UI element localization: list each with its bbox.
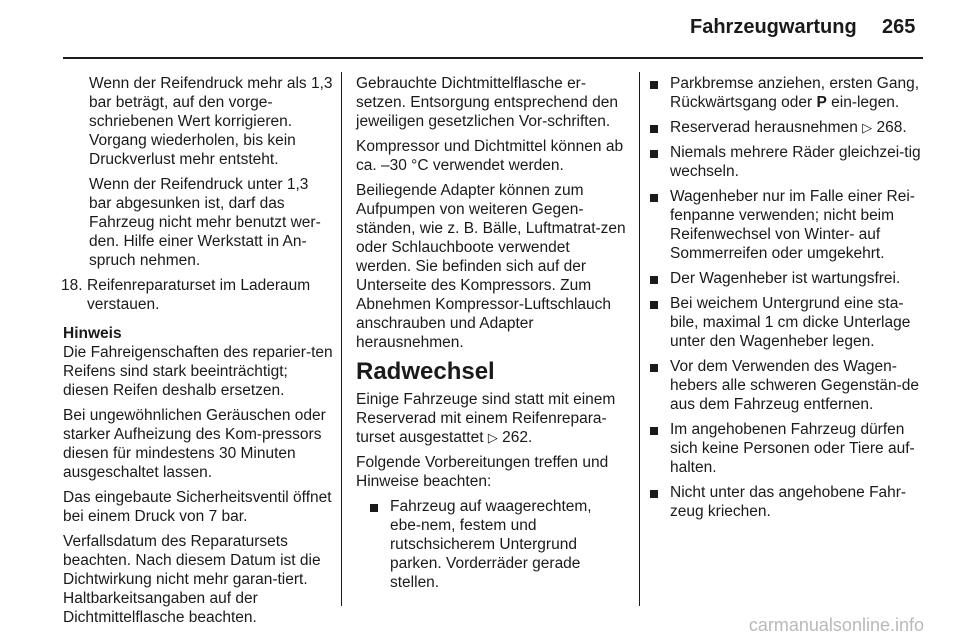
column-2 (356, 74, 626, 598)
bullet-square-icon (650, 81, 662, 112)
page-reference-icon: ▷ (487, 430, 498, 445)
page-reference-icon: ▷ (862, 120, 873, 135)
bullet-item (650, 187, 922, 263)
bullet-text (670, 74, 922, 112)
header-divider (63, 57, 923, 59)
page-reference-number: 268. (876, 119, 907, 136)
section-heading: Radwechsel (356, 358, 495, 385)
paragraph: Verfallsdatum des Reparatursets beachten. Nach diesem Datum ist die Dichtwirkung nicht mehr garan-tiert. Haltbarkeitsangaben auf der Dichtmittelflasche beachten. (63, 533, 321, 626)
paragraph: Beiliegende Adapter können zum Aufpumpen von weiteren Gegen-ständen, wie z. B. Bälle, Luftmatrat-zen oder Schlauchboote verwendet werden. Sie befinden sich auf der Unterseite des Kompressors. Zum Abnehmen Kompressor-Luftschlauch anschrauben und Adapter herausnehmen. (356, 182, 626, 351)
bullet-item (650, 269, 922, 288)
bullet-item (650, 118, 922, 137)
bullet-square-icon (650, 427, 662, 477)
column-3 (650, 74, 922, 527)
column-1 (63, 74, 335, 633)
page-reference-number: 262. (502, 429, 533, 446)
paragraph: Gebrauchte Dichtmittelflasche er-setzen. Entsorgung entsprechend den jeweiligen gesetzlichen Vor-schriften. (356, 75, 618, 130)
bullet-item (650, 74, 922, 112)
bullet-text: Fahrzeug auf waagerechtem, ebe-nem, festem und rutschsicherem Untergrund parken. Vorderräder gerade stellen. (390, 498, 592, 591)
bullet-item (650, 420, 922, 477)
bullet-text: Vor dem Verwenden des Wagen-hebers alle schweren Gegenstän-de aus dem Fahrzeug entfernen. (670, 358, 920, 413)
bullet-text-part: Reserverad herausnehmen (670, 119, 858, 136)
paragraph: Das eingebaute Sicherheitsventil öffnet bei einem Druck von 7 bar. (63, 489, 332, 525)
bullet-text: Niemals mehrere Räder gleichzei-tig wechseln. (670, 144, 921, 180)
paragraph: Kompressor und Dichtmittel können ab ca. –30 °C verwendet werden. (356, 138, 624, 174)
paragraph-text: Einige Fahrzeuge sind statt mit einem Reserverad mit einem Reifenrepara-turset ausgestattet (356, 391, 616, 446)
note-title: Hinweis (63, 325, 122, 342)
bullet-item (356, 497, 626, 592)
bullet-square-icon (370, 504, 382, 592)
bullet-item (650, 294, 922, 351)
bullet-square-icon (650, 150, 662, 181)
bullet-text-part: ein-legen. (831, 94, 900, 111)
column-divider-1 (341, 72, 342, 606)
gear-letter: P (816, 94, 827, 111)
bullet-square-icon (650, 301, 662, 351)
bullet-text: Wagenheber nur im Falle einer Rei-fenpanne verwenden; nicht beim Reifenwechsel von Winter- auf Sommerreifen oder umgekehrt. (670, 188, 915, 262)
bullet-square-icon (650, 276, 662, 288)
note-text: Die Fahreigenschaften des reparier-ten Reifens sind stark beeinträchtigt; diesen Reifen deshalb ersetzen. (63, 344, 333, 399)
page-header-title: Fahrzeugwartung (690, 16, 857, 38)
note-box (63, 324, 335, 400)
bullet-square-icon (650, 194, 662, 263)
bullet-square-icon (650, 490, 662, 521)
bullet-item (650, 483, 922, 521)
bullet-text (670, 118, 922, 137)
bullet-text: Im angehobenen Fahrzeug dürfen sich keine Personen oder Tiere auf-halten. (670, 421, 915, 476)
bullet-square-icon (650, 125, 662, 137)
step-text: Reifenreparaturset im Laderaum verstauen. (87, 277, 311, 313)
numbered-step (63, 276, 335, 314)
page-number: 265 (882, 16, 916, 38)
step-number: 18. (61, 277, 83, 294)
bullet-text: Der Wagenheber ist wartungsfrei. (670, 270, 901, 287)
bullet-text: Nicht unter das angehobene Fahr-zeug kriechen. (670, 484, 907, 520)
bullet-item (650, 143, 922, 181)
paragraph: Wenn der Reifendruck unter 1,3 bar abgesunken ist, darf das Fahrzeug nicht mehr benutzt wer-den. Hilfe einer Werkstatt in An-spruch nehmen. (89, 176, 321, 269)
bullet-text-part: Parkbremse anziehen, ersten Gang, Rückwärtsgang oder (670, 75, 919, 111)
column-divider-2 (639, 72, 640, 606)
paragraph (356, 390, 626, 447)
paragraph: Folgende Vorbereitungen treffen und Hinweise beachten: (356, 454, 609, 490)
paragraph: Wenn der Reifendruck mehr als 1,3 bar beträgt, auf den vorge-schriebenen Wert korrigieren. Vorgang wiederholen, bis kein Druckverlust mehr entsteht. (89, 75, 333, 168)
bullet-item (650, 357, 922, 414)
paragraph: Bei ungewöhnlichen Geräuschen oder starker Aufheizung des Kom-pressors diesen für mindestens 30 Minuten ausgeschaltet lassen. (63, 407, 326, 481)
bullet-text: Bei weichem Untergrund eine sta-bile, maximal 1 cm dicke Unterlage unter den Wagenheber legen. (670, 295, 911, 350)
watermark-text: carmanualsonline.info (748, 615, 924, 635)
bullet-square-icon (650, 364, 662, 414)
